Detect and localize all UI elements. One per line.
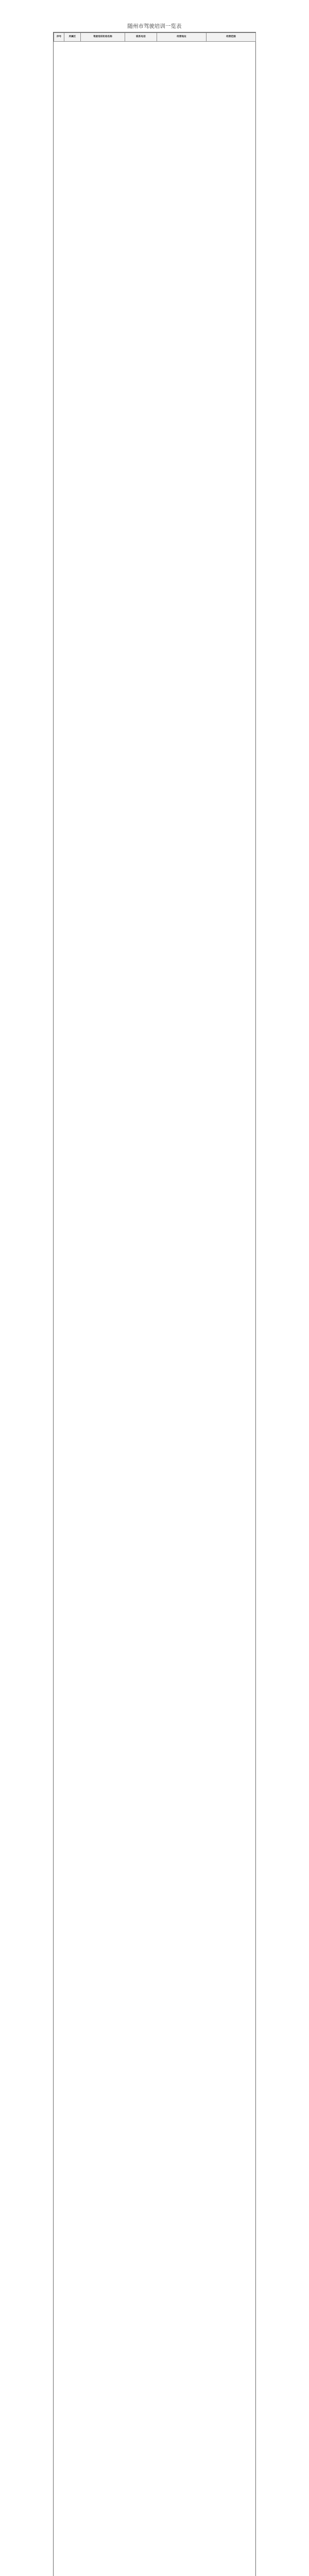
- driving-school-table: [54, 32, 256, 42]
- header-index: 序号: [54, 33, 64, 42]
- header-phone: 联系电话: [125, 33, 157, 42]
- driving-school-table-container: [53, 32, 256, 2576]
- page-title: 随州市驾驶培训一览表: [127, 23, 182, 29]
- table-header-row: [54, 33, 256, 42]
- header-address: 经营地址: [157, 33, 207, 42]
- header-district: 所属区: [64, 33, 81, 42]
- header-school-name: 驾驶培训机构名称: [81, 33, 125, 42]
- header-scope: 经营范围: [207, 33, 256, 42]
